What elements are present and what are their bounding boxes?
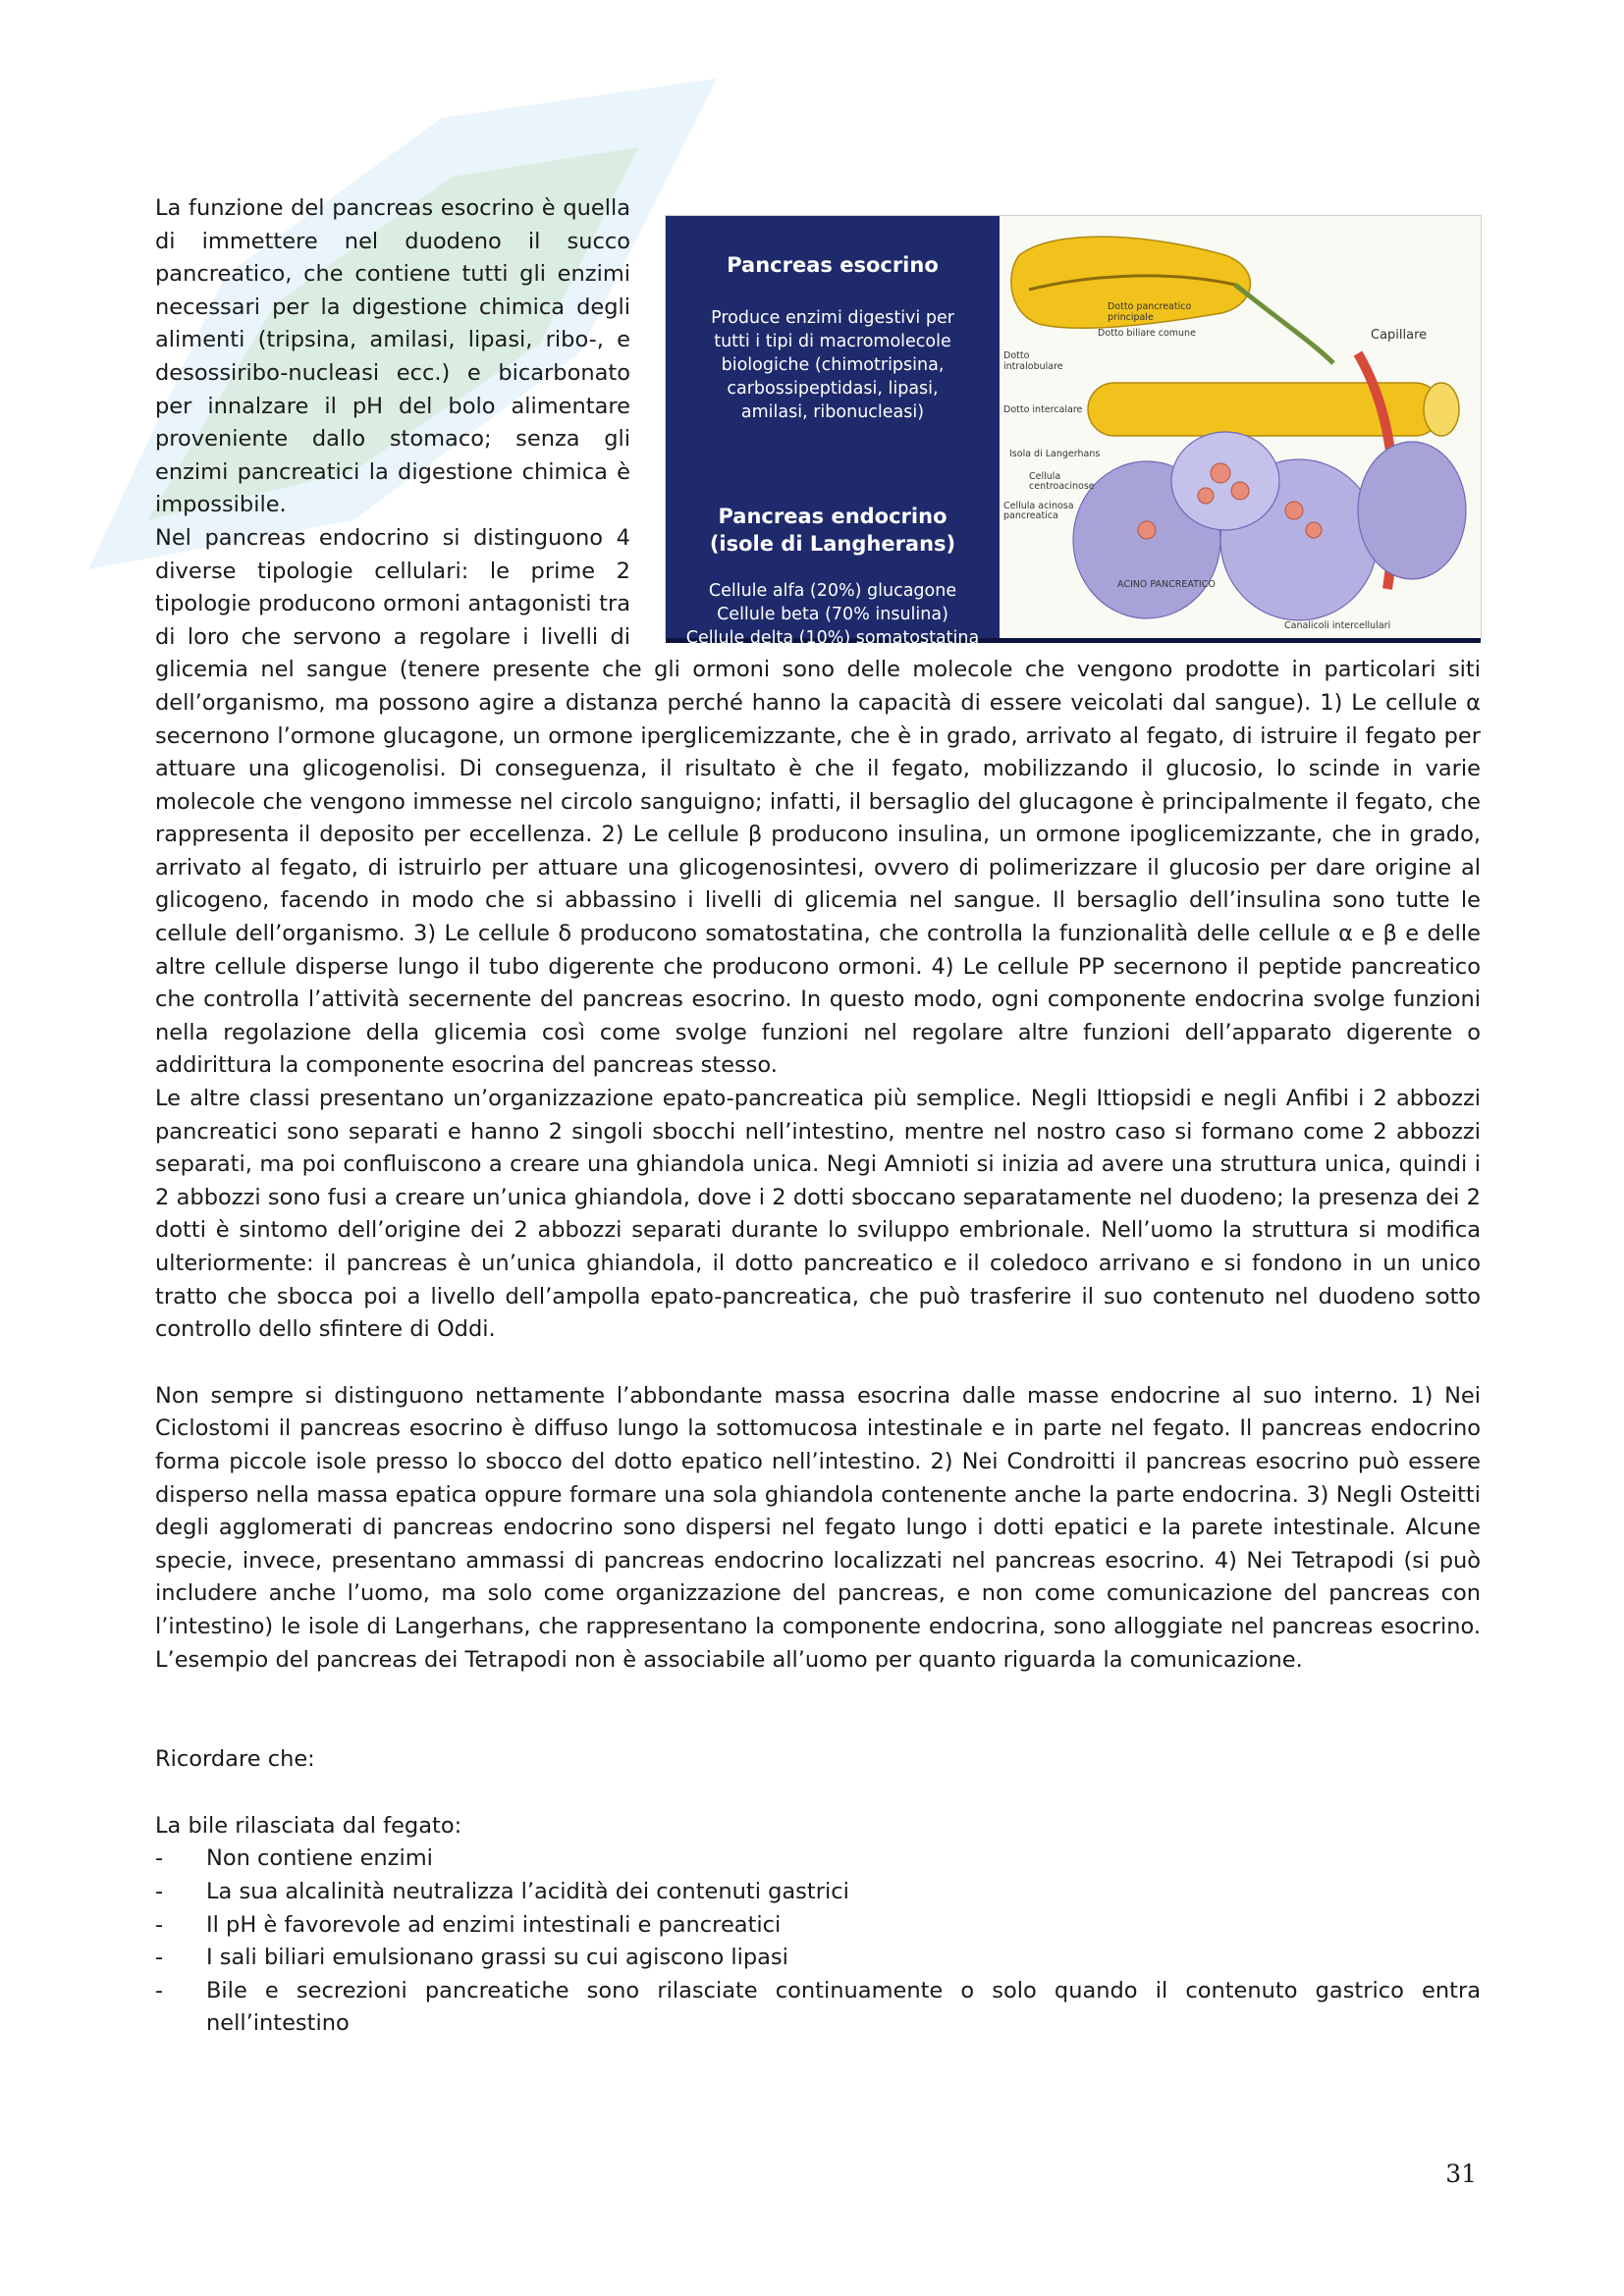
label-intralobulare: intralobulare bbox=[1003, 361, 1063, 372]
label-cellula-acinosa: Cellula acinosa bbox=[1003, 501, 1074, 511]
list-item: - La sua alcalinità neutralizza l’acidità dei contenuti gastrici bbox=[155, 1878, 849, 1904]
paragraph-other-classes: Le altre classi presentano un’organizzazione epato-pancreatica più semplice. Negli Ittiopsidi e negli Anfibi i 2 abbozzi pancreatici sono separati e hanno 2 singoli sbocchi nell’intestino, mentre nel nostro caso si formano come 2 abbozzi separati, ma poi confluiscono a creare una ghiandola unica. Negi Amnioti si inizia ad avere una struttura unica, quindi i 2 abbozzi sono fusi a creare un’unica ghiandola, dove i 2 dotti sboccano separatamente nel duodeno; la presenza dei 2 dotti è sintomo dell’origine dei 2 abbozzi separati durante lo sviluppo embrionale. Nell’uomo la struttura si modifica ulteriormente: il pancreas è un’unica ghiandola, il dotto pancreatico e il coledoco arrivano e si fondono in un unico tratto che sbocca poi a livello dell’ampolla epato-pancreatica, che può trasferire il suo contenuto nel duodeno sotto controllo dello sfintere di Oddi. bbox=[155, 1086, 1481, 1343]
endo-line: Cellule alfa (20%) glucagone bbox=[708, 581, 957, 601]
endo-line: Cellule beta (70% insulina) bbox=[717, 605, 948, 624]
label-dotto-intercalare: Dotto intercalare bbox=[1003, 404, 1083, 415]
endo-subtitle: (isole di Langherans) bbox=[709, 532, 956, 556]
paragraph-exocrine: La funzione del pancreas esocrino è quella di immettere nel duodeno il succo pancreatico, che contiene tutti gli enzimi necessari per la digestione chimica degli alimenti (tripsina, amilasi, lipasi, ribo-, e desossiribo-nucleasi ecc.) e bicarbonato per innalzare il pH del bolo alimentare proveniente dallo stomaco; senza gli enzimi pancreatici la digestione chimica è impossibile. bbox=[155, 195, 630, 518]
label-isola: Isola di Langerhans bbox=[1009, 449, 1101, 459]
label-centroacinose: centroacinose bbox=[1029, 481, 1095, 492]
endo-title: Pancreas endocrino bbox=[718, 505, 947, 528]
label-dotto-pancreatico: Dotto pancreatico bbox=[1108, 301, 1192, 312]
pancreas-figure bbox=[666, 216, 1481, 648]
exo-line: Produce enzimi digestivi per bbox=[711, 308, 954, 328]
page-number: 31 bbox=[1445, 2160, 1477, 2188]
endo-line: Cellule delta (10%) somatostatina bbox=[685, 628, 980, 648]
bile-list bbox=[155, 1842, 1481, 2041]
bile-heading: La bile rilasciata dal fegato: bbox=[155, 1812, 462, 1839]
exo-line: biologiche (chimotripsina, bbox=[721, 355, 945, 375]
label-dotto-biliare: Dotto biliare comune bbox=[1098, 328, 1196, 339]
label-canalicoli: Canalicoli intercellulari bbox=[1284, 620, 1391, 631]
reminder-heading: Ricordare che: bbox=[155, 1746, 315, 1773]
label-acino: ACINO PANCREATICO bbox=[1117, 579, 1216, 590]
paragraph-endocrine: Nel pancreas endocrino si distinguono 4 diverse tipologie cellulari: le prime 2 tipologie producono ormoni antagonisti tra di loro che servono a regolare i livelli di glicemia nel sangue (tenere presente che gli ormoni sono delle molecole che vengono prodotte in particolari siti dell’organismo, ma possono agire a distanza perché hanno la capacità di essere veicolati dal sangue). 1) Le cellule α secernono l’ormone glucagone, un ormone iperglicemizzante, che è in grado, arrivato al fegato, di istruire il fegato per attuare una glicogenolisi. Di conseguenza, il risultato è che il fegato, mobilizzando il glucosio, lo scinde in varie molecole che vengono immesse nel circolo sanguigno; infatti, il bersaglio del glucagone è principalmente il fegato, che rappresenta il deposito per eccellenza. 2) Le cellule β producono insulina, un ormone ipoglicemizzante, che in grado, arrivato al fegato, di istruirlo per attuare una glicogenosintesi, ovvero di polimerizzare il glucosio per dare origine al glicogeno, facendo in modo che si abbassino i livelli di glicemia nel sangue. Il bersaglio dell’insulina sono tutte le cellule dell’organismo. 3) Le cellule δ producono somatostatina, che controlla la funzionalità delle cellule α e β e delle altre cellule disperse lungo il tubo digerente che producono ormoni. 4) Le cellule PP secernono il peptide pancreatico che controlla l’attività secernente del pancreas esocrino. In questo modo, ogni componente endocrina svolge funzioni nella regolazione della glicemia così come svolge funzioni nel regolare altre funzioni dell’apparato digerente o addirittura la componente esocrina del pancreas stesso. bbox=[155, 524, 1481, 1079]
list-item: - I sali biliari emulsionano grassi su cui agiscono lipasi bbox=[155, 1945, 788, 1971]
exo-line: tutti i tipi di macromolecole bbox=[714, 332, 951, 351]
exo-line: carbossipeptidasi, lipasi, bbox=[727, 379, 939, 399]
list-item: - Il pH è favorevole ad enzimi intestinali e pancreatici bbox=[155, 1911, 782, 1938]
list-item: - Non contiene enzimi bbox=[155, 1845, 433, 1872]
figure-caption-panel bbox=[666, 216, 1000, 648]
paragraph-exo-endo-mass: Non sempre si distinguono nettamente l’abbondante massa esocrina dalle masse endocrine al suo interno. 1) Nei Ciclostomi il pancreas esocrino è diffuso lungo la sottomucosa intestinale e in parte nel fegato. Il pancreas endocrino forma piccole isole presso lo sbocco del dotto epatico nell’intestino. 2) Nei Condroitti il pancreas esocrino può essere disperso nella massa epatica oppure formare una sola ghiandola contenente anche la parte endocrina. 3) Negli Osteitti degli agglomerati di pancreas endocrino sono dispersi nel fegato lungo i dotti epatici e la parete intestinale. Alcune specie, invece, presentano ammassi di pancreas endocrino localizzati nel pancreas esocrino. 4) Nei Tetrapodi (si può includere anche l’uomo, ma solo come organizzazione del pancreas, e non come comunicazione del pancreas con l’intestino) le isole di Langerhans, che rappresentano la componente endocrina, sono alloggiate nel pancreas esocrino. L’esempio del pancreas dei Tetrapodi non è associabile all’uomo per quanto riguarda la comunicazione. bbox=[155, 1382, 1481, 1673]
label-cellula: Cellula bbox=[1029, 471, 1061, 482]
acinus-diagram bbox=[1000, 216, 1481, 638]
pancreas-illustration bbox=[1000, 216, 1481, 643]
label-pancreatica: pancreatica bbox=[1003, 510, 1058, 521]
label-dotto-intralobulare: Dotto bbox=[1003, 350, 1030, 361]
list-item: - Bile e secrezioni pancreatiche sono rilasciate continuamente o solo quando il contenuto gastrico entra nell’intestino bbox=[155, 1977, 1481, 2037]
exo-title: Pancreas esocrino bbox=[727, 253, 939, 277]
label-principale: principale bbox=[1108, 312, 1154, 323]
label-capillare: Capillare bbox=[1371, 328, 1428, 343]
exo-line: amilasi, ribonucleasi) bbox=[740, 402, 925, 422]
page-content bbox=[155, 192, 1481, 2041]
